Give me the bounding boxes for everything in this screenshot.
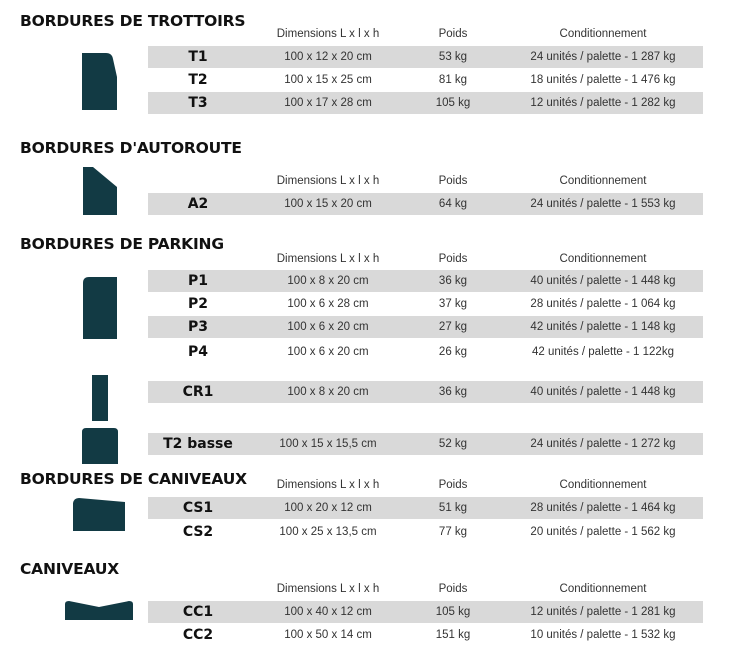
section-title-parking: BORDURES DE PARKING: [20, 235, 224, 253]
column-header-dimensions: Dimensions L x l x h: [276, 583, 380, 595]
product-dimensions: 100 x 12 x 20 cm: [284, 51, 372, 63]
product-dimensions: 100 x 6 x 20 cm: [287, 346, 369, 358]
product-ref: P4: [187, 344, 208, 360]
product-ref: T1: [188, 49, 208, 65]
table-row: [148, 601, 703, 623]
product-dimensions: 100 x 25 x 13,5 cm: [279, 526, 377, 538]
table-row: [148, 270, 703, 292]
curb-profile-cr1-icon: [92, 375, 108, 421]
product-weight: 27 kg: [438, 321, 468, 333]
table-row: [148, 193, 703, 215]
product-packaging: 12 unités / palette - 1 282 kg: [530, 97, 676, 109]
product-packaging: 28 unités / palette - 1 064 kg: [530, 298, 676, 310]
table-row: [148, 497, 703, 519]
table-row: [148, 381, 703, 403]
column-header-weight: Poids: [438, 479, 468, 491]
column-header-dimensions: Dimensions L x l x h: [276, 28, 380, 40]
product-weight: 37 kg: [438, 298, 468, 310]
product-packaging: 40 unités / palette - 1 448 kg: [530, 386, 676, 398]
column-header-weight: Poids: [438, 28, 468, 40]
curb-profile-autoroute-icon: [83, 167, 117, 215]
product-dimensions: 100 x 50 x 14 cm: [284, 629, 372, 641]
product-ref: T2: [188, 72, 208, 88]
gutter-profile-caniveau-icon: [65, 600, 133, 620]
product-packaging: 24 unités / palette - 1 553 kg: [530, 198, 676, 210]
product-ref: P3: [187, 319, 208, 335]
column-header-weight: Poids: [438, 583, 468, 595]
product-dimensions: 100 x 15 x 20 cm: [284, 198, 372, 210]
product-ref: CS1: [182, 500, 214, 516]
product-dimensions: 100 x 6 x 20 cm: [287, 321, 369, 333]
product-packaging: 12 unités / palette - 1 281 kg: [530, 606, 676, 618]
product-dimensions: 100 x 15 x 15,5 cm: [279, 438, 377, 450]
product-weight: 51 kg: [438, 502, 468, 514]
column-header-weight: Poids: [438, 253, 468, 265]
table-row: [148, 293, 703, 315]
product-ref: P1: [187, 273, 208, 289]
table-row: [148, 521, 703, 543]
table-row: [148, 341, 703, 363]
product-ref: CC1: [182, 604, 214, 620]
column-header-packaging: Conditionnement: [559, 479, 647, 491]
table-row: [148, 624, 703, 646]
product-packaging: 18 unités / palette - 1 476 kg: [530, 74, 676, 86]
product-ref: P2: [187, 296, 208, 312]
product-packaging: 24 unités / palette - 1 272 kg: [530, 438, 676, 450]
curb-profile-parking-icon: [83, 277, 117, 339]
column-header-dimensions: Dimensions L x l x h: [276, 479, 380, 491]
column-header-packaging: Conditionnement: [559, 253, 647, 265]
section-title-bordures-caniveaux: BORDURES DE CANIVEAUX: [20, 470, 247, 488]
curb-profile-caniveau-border-icon: [73, 498, 125, 531]
product-weight: 105 kg: [435, 97, 471, 109]
column-header-weight: Poids: [438, 175, 468, 187]
product-ref: CC2: [182, 627, 214, 643]
product-packaging: 28 unités / palette - 1 464 kg: [530, 502, 676, 514]
product-packaging: 20 unités / palette - 1 562 kg: [530, 526, 676, 538]
product-weight: 36 kg: [438, 386, 468, 398]
curb-profile-t2-basse-icon: [82, 428, 118, 464]
product-weight: 105 kg: [435, 606, 471, 618]
product-weight: 52 kg: [438, 438, 468, 450]
curb-profile-trottoir-icon: [82, 53, 118, 111]
column-header-packaging: Conditionnement: [559, 583, 647, 595]
table-row: [148, 46, 703, 68]
table-row: [148, 69, 703, 91]
product-dimensions: 100 x 40 x 12 cm: [284, 606, 372, 618]
product-dimensions: 100 x 6 x 28 cm: [287, 298, 369, 310]
product-weight: 81 kg: [438, 74, 468, 86]
product-dimensions: 100 x 8 x 20 cm: [287, 386, 369, 398]
product-weight: 36 kg: [438, 275, 468, 287]
product-dimensions: 100 x 17 x 28 cm: [284, 97, 372, 109]
column-header-packaging: Conditionnement: [559, 28, 647, 40]
section-title-trottoirs: BORDURES DE TROTTOIRS: [20, 12, 246, 30]
column-header-dimensions: Dimensions L x l x h: [276, 253, 380, 265]
product-weight: 64 kg: [438, 198, 468, 210]
section-title-autoroute: BORDURES D'AUTOROUTE: [20, 139, 242, 157]
table-row: [148, 92, 703, 114]
product-ref: T3: [188, 95, 208, 111]
table-row: [148, 316, 703, 338]
section-title-caniveaux: CANIVEAUX: [20, 560, 119, 578]
product-packaging: 42 unités / palette - 1 148 kg: [530, 321, 676, 333]
product-ref: A2: [187, 196, 209, 212]
product-packaging: 42 unités / palette - 1 122kg: [532, 346, 674, 358]
product-packaging: 24 unités / palette - 1 287 kg: [530, 51, 676, 63]
product-ref: CR1: [182, 384, 214, 400]
product-dimensions: 100 x 8 x 20 cm: [287, 275, 369, 287]
product-weight: 77 kg: [438, 526, 468, 538]
product-packaging: 40 unités / palette - 1 448 kg: [530, 275, 676, 287]
product-ref: T2 basse: [163, 436, 233, 452]
product-dimensions: 100 x 15 x 25 cm: [284, 74, 372, 86]
product-dimensions: 100 x 20 x 12 cm: [284, 502, 372, 514]
product-weight: 26 kg: [438, 346, 468, 358]
product-ref: CS2: [182, 524, 214, 540]
column-header-dimensions: Dimensions L x l x h: [276, 175, 380, 187]
product-weight: 151 kg: [435, 629, 471, 641]
product-weight: 53 kg: [438, 51, 468, 63]
table-row: [148, 433, 703, 455]
column-header-packaging: Conditionnement: [559, 175, 647, 187]
product-packaging: 10 unités / palette - 1 532 kg: [530, 629, 676, 641]
